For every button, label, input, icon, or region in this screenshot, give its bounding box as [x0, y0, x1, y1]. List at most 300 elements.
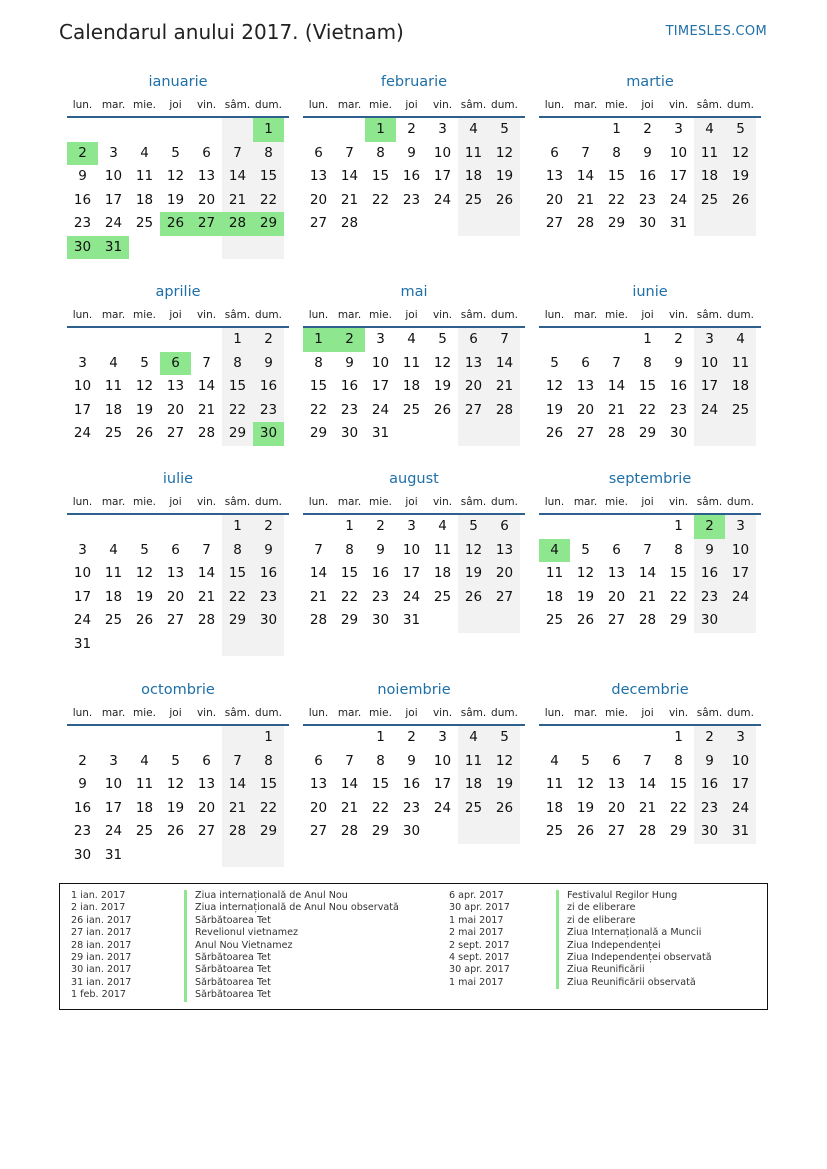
day-cell: 16	[694, 773, 725, 797]
day-cell: 27	[607, 823, 626, 839]
month-name: martie	[626, 74, 674, 90]
holiday-name: Ziua Independenței observată	[556, 952, 712, 964]
month-martie	[539, 70, 761, 236]
day-cell: 20	[197, 191, 216, 208]
day-cell: 11	[135, 168, 154, 184]
day-cell: 4	[550, 752, 559, 769]
day-cell: 21	[607, 401, 626, 418]
day-cell: 12	[489, 750, 520, 774]
empty-cell	[129, 328, 160, 352]
day-cell: 7	[345, 752, 354, 769]
day-cell: 20	[576, 401, 595, 418]
empty-cell	[67, 328, 98, 352]
empty-cell	[222, 844, 253, 868]
day-cell: 2	[407, 729, 416, 745]
day-cell: 23	[694, 797, 725, 821]
day-cell: 9	[345, 354, 354, 371]
day-cell: 12	[545, 378, 564, 394]
day-cell: 19	[166, 191, 185, 208]
day-cell: 23	[253, 399, 284, 423]
weekday-label: sâm.	[460, 496, 487, 508]
day-cell: 28	[638, 612, 657, 628]
day-cell: 19	[135, 401, 154, 418]
weekday-label: mar.	[337, 707, 362, 719]
holiday-name: Sărbătoarea Tet	[184, 915, 399, 927]
day-cell: 24	[694, 399, 725, 423]
empty-cell	[191, 328, 222, 352]
holiday-date: 4 sept. 2017	[449, 951, 510, 963]
weekday-label: joi	[405, 496, 418, 508]
day-cell: 8	[253, 142, 284, 166]
day-cell: 5	[550, 354, 559, 371]
day-cell: 15	[340, 565, 359, 581]
empty-cell	[191, 726, 222, 750]
weekday-label: mie.	[605, 496, 628, 508]
empty-cell	[396, 422, 427, 446]
day-cell: 17	[725, 773, 756, 797]
day-cell: 19	[545, 401, 564, 418]
day-cell: 17	[694, 375, 725, 399]
weekday-label: lun.	[308, 309, 329, 321]
empty-cell	[67, 726, 98, 750]
empty-cell	[253, 236, 284, 260]
day-cell: 9	[674, 354, 683, 371]
day-cell: 14	[340, 168, 359, 184]
weekday-label: mie.	[133, 99, 156, 111]
day-cell: 21	[340, 799, 359, 816]
holiday-name: zi de eliberare	[556, 902, 712, 914]
weekday-label: vin.	[196, 99, 217, 111]
day-cell: 24	[433, 799, 452, 816]
day-cell: 10	[725, 750, 756, 774]
day-cell: 18	[104, 401, 123, 418]
day-cell: 4	[407, 331, 416, 347]
holiday-date: 28 ian. 2017	[71, 939, 132, 951]
day-cell: 12	[458, 539, 489, 563]
day-cell: 18	[135, 191, 154, 208]
day-cell: 6	[314, 752, 323, 769]
day-cell: 25	[104, 425, 123, 441]
day-cell: 6	[202, 144, 211, 161]
holiday-name: Sărbătoarea Tet	[184, 964, 399, 976]
weekday-label: mie.	[369, 309, 392, 321]
empty-cell	[160, 726, 191, 750]
day-cell: 6	[550, 144, 559, 161]
day-cell: 25	[545, 612, 564, 628]
empty-cell	[570, 118, 601, 142]
day-cell: 20	[197, 799, 216, 816]
weekday-label: joi	[405, 707, 418, 719]
day-cell: 29	[638, 425, 657, 441]
empty-cell	[539, 328, 570, 352]
day-cell: 31	[402, 612, 421, 628]
day-cell: 9	[78, 776, 87, 792]
empty-cell	[129, 633, 160, 657]
day-cell: 25	[545, 823, 564, 839]
empty-cell	[222, 118, 253, 142]
weekday-label: mar.	[101, 496, 126, 508]
day-cell: 12	[725, 142, 756, 166]
day-cell: 2	[253, 328, 284, 352]
day-cell: 10	[433, 752, 452, 769]
day-cell: 2	[78, 752, 87, 769]
day-grid	[539, 515, 761, 633]
day-cell: 17	[73, 401, 92, 418]
day-cell: 4	[458, 118, 489, 142]
day-cell: 24	[104, 823, 123, 839]
day-cell: 3	[109, 144, 118, 161]
day-cell: 17	[371, 378, 390, 394]
weekday-label: mar.	[573, 309, 598, 321]
day-cell: 9	[78, 168, 87, 184]
day-cell: 23	[253, 586, 284, 610]
day-cell: 27	[458, 399, 489, 423]
day-cell: 31	[371, 425, 390, 441]
weekday-header	[539, 304, 761, 328]
day-cell: 15	[253, 165, 284, 189]
day-cell: 1	[376, 729, 385, 745]
day-cell: 16	[669, 378, 688, 394]
empty-cell	[191, 515, 222, 539]
holiday-date: 6 apr. 2017	[449, 890, 504, 901]
day-cell: 10	[402, 541, 421, 558]
day-cell: 23	[340, 401, 359, 418]
weekday-header	[303, 94, 525, 118]
day-cell: 15	[222, 562, 253, 586]
day-cell: 5	[171, 144, 180, 161]
empty-cell	[129, 515, 160, 539]
day-cell: 15	[607, 168, 626, 184]
day-cell: 24	[433, 191, 452, 208]
weekday-label: mie.	[605, 707, 628, 719]
day-cell: 25	[725, 399, 756, 423]
day-cell: 31	[669, 215, 688, 231]
weekday-label: vin.	[432, 309, 453, 321]
weekday-label: vin.	[668, 309, 689, 321]
day-cell: 6	[458, 328, 489, 352]
day-cell: 30	[67, 236, 98, 260]
weekday-label: vin.	[432, 707, 453, 719]
day-cell: 1	[222, 328, 253, 352]
day-cell: 29	[371, 823, 390, 839]
day-cell: 30	[253, 609, 284, 633]
day-cell: 27	[576, 425, 595, 441]
day-cell: 10	[694, 352, 725, 376]
weekday-label: dum.	[727, 496, 754, 508]
day-grid	[303, 118, 525, 236]
day-cell: 27	[166, 612, 185, 628]
day-cell: 13	[166, 565, 185, 581]
weekday-label: dum.	[255, 99, 282, 111]
weekday-header	[67, 304, 289, 328]
day-cell: 26	[135, 612, 154, 628]
day-cell: 10	[73, 565, 92, 581]
day-cell: 21	[197, 588, 216, 605]
day-cell: 8	[222, 539, 253, 563]
day-cell: 18	[402, 378, 421, 394]
empty-cell	[98, 118, 129, 142]
day-cell: 12	[433, 354, 452, 371]
empty-cell	[458, 820, 489, 844]
empty-cell	[191, 844, 222, 868]
holiday-date: 26 ian. 2017	[71, 914, 132, 926]
day-cell: 2	[694, 515, 725, 539]
day-cell: 21	[576, 191, 595, 208]
empty-cell	[334, 118, 365, 142]
weekday-label: dum.	[491, 496, 518, 508]
day-cell: 29	[253, 212, 284, 236]
day-cell: 9	[376, 541, 385, 558]
weekday-header	[539, 702, 761, 726]
weekday-label: mar.	[573, 99, 598, 111]
holiday-date: 30 ian. 2017	[71, 964, 132, 976]
empty-cell	[160, 515, 191, 539]
day-cell: 24	[371, 401, 390, 418]
day-cell: 17	[104, 799, 123, 816]
day-cell: 27	[166, 425, 185, 441]
weekday-label: vin.	[432, 99, 453, 111]
day-cell: 11	[725, 352, 756, 376]
holiday-name: Ziua internațională de Anul Nou	[184, 890, 399, 902]
day-cell: 7	[222, 142, 253, 166]
day-cell: 4	[438, 518, 447, 534]
weekday-label: lun.	[72, 309, 93, 321]
day-cell: 16	[73, 191, 92, 208]
holiday-dates-left	[71, 890, 131, 1002]
day-cell: 26	[160, 212, 191, 236]
day-cell: 6	[314, 144, 323, 161]
day-cell: 5	[581, 752, 590, 769]
empty-cell	[632, 515, 663, 539]
weekday-label: lun.	[544, 496, 565, 508]
empty-cell	[458, 422, 489, 446]
empty-cell	[160, 844, 191, 868]
day-cell: 3	[438, 729, 447, 745]
empty-cell	[129, 726, 160, 750]
month-august	[303, 467, 525, 633]
day-grid	[67, 328, 289, 446]
day-cell: 8	[674, 752, 683, 769]
month-name: mai	[400, 284, 428, 300]
day-cell: 20	[166, 588, 185, 605]
day-cell: 23	[402, 191, 421, 208]
holiday-names-left	[184, 890, 399, 1002]
day-cell: 4	[694, 118, 725, 142]
month-octombrie	[67, 678, 289, 867]
day-cell: 6	[612, 752, 621, 769]
empty-cell	[98, 515, 129, 539]
day-cell: 2	[376, 518, 385, 534]
weekday-label: lun.	[308, 496, 329, 508]
day-cell: 6	[160, 352, 191, 376]
day-cell: 23	[371, 588, 390, 605]
empty-cell	[129, 236, 160, 260]
day-cell: 25	[135, 215, 154, 231]
day-cell: 17	[73, 588, 92, 605]
empty-cell	[570, 515, 601, 539]
day-cell: 22	[222, 586, 253, 610]
empty-cell	[570, 328, 601, 352]
weekday-label: vin.	[432, 496, 453, 508]
day-cell: 15	[669, 776, 688, 792]
day-cell: 11	[402, 354, 421, 371]
day-cell: 7	[581, 144, 590, 161]
day-cell: 7	[202, 541, 211, 558]
day-cell: 30	[402, 823, 421, 839]
day-cell: 22	[222, 399, 253, 423]
empty-cell	[694, 212, 725, 236]
day-cell: 3	[438, 121, 447, 137]
day-cell: 24	[73, 425, 92, 441]
day-cell: 18	[104, 588, 123, 605]
day-cell: 28	[309, 612, 328, 628]
day-cell: 17	[725, 562, 756, 586]
weekday-header	[67, 491, 289, 515]
day-cell: 19	[489, 165, 520, 189]
day-cell: 19	[725, 165, 756, 189]
weekday-label: mar.	[101, 707, 126, 719]
weekday-label: joi	[405, 309, 418, 321]
day-cell: 1	[674, 729, 683, 745]
day-cell: 28	[197, 425, 216, 441]
month-name: iunie	[632, 284, 668, 300]
empty-cell	[427, 820, 458, 844]
weekday-header	[67, 702, 289, 726]
holiday-name: Ziua internațională de Anul Nou observată	[184, 902, 399, 914]
day-cell: 28	[340, 823, 359, 839]
day-cell: 13	[309, 776, 328, 792]
weekday-label: mie.	[369, 496, 392, 508]
day-grid	[539, 726, 761, 844]
day-cell: 8	[376, 144, 385, 161]
month-februarie	[303, 70, 525, 236]
day-cell: 20	[309, 799, 328, 816]
weekday-label: sâm.	[696, 496, 723, 508]
day-cell: 3	[725, 515, 756, 539]
month-name: octombrie	[141, 682, 215, 698]
day-cell: 26	[489, 797, 520, 821]
month-iulie	[67, 467, 289, 656]
site-link[interactable]: TIMESLES.COM	[665, 24, 767, 39]
weekday-header	[539, 94, 761, 118]
day-cell: 4	[109, 354, 118, 371]
day-cell: 28	[638, 823, 657, 839]
empty-cell	[160, 236, 191, 260]
weekday-label: lun.	[72, 99, 93, 111]
holiday-list	[59, 883, 768, 1010]
weekday-label: dum.	[491, 99, 518, 111]
month-name: decembrie	[611, 682, 689, 698]
weekday-label: lun.	[308, 99, 329, 111]
empty-cell	[539, 515, 570, 539]
day-cell: 25	[135, 823, 154, 839]
day-cell: 6	[489, 515, 520, 539]
day-cell: 16	[402, 776, 421, 792]
day-cell: 19	[489, 773, 520, 797]
day-cell: 3	[407, 518, 416, 534]
day-cell: 19	[576, 799, 595, 816]
holiday-name: Sărbătoarea Tet	[184, 952, 399, 964]
weekday-label: lun.	[544, 707, 565, 719]
day-cell: 27	[191, 212, 222, 236]
weekday-label: mie.	[369, 707, 392, 719]
day-cell: 26	[458, 586, 489, 610]
holiday-date: 2 ian. 2017	[71, 902, 126, 914]
day-cell: 3	[694, 328, 725, 352]
holiday-date: 1 mai 2017	[449, 914, 504, 926]
weekday-label: dum.	[727, 99, 754, 111]
day-cell: 2	[253, 515, 284, 539]
day-cell: 26	[725, 189, 756, 213]
day-cell: 10	[104, 168, 123, 184]
day-cell: 1	[253, 726, 284, 750]
day-cell: 30	[340, 425, 359, 441]
day-cell: 14	[489, 352, 520, 376]
day-cell: 30	[669, 425, 688, 441]
holiday-name: Sărbătoarea Tet	[184, 977, 399, 989]
month-aprilie	[67, 280, 289, 446]
day-cell: 23	[694, 586, 725, 610]
weekday-label: sâm.	[696, 309, 723, 321]
day-cell: 29	[669, 612, 688, 628]
day-cell: 21	[340, 191, 359, 208]
day-cell: 18	[433, 565, 452, 581]
weekday-label: mie.	[133, 496, 156, 508]
day-cell: 16	[638, 168, 657, 184]
day-cell: 13	[166, 378, 185, 394]
day-cell: 29	[607, 215, 626, 231]
day-cell: 16	[253, 562, 284, 586]
weekday-label: sâm.	[460, 99, 487, 111]
day-cell: 4	[140, 144, 149, 161]
day-cell: 6	[171, 541, 180, 558]
day-cell: 2	[334, 328, 365, 352]
day-cell: 18	[458, 773, 489, 797]
day-cell: 6	[202, 752, 211, 769]
day-cell: 14	[607, 378, 626, 394]
day-cell: 12	[576, 565, 595, 581]
day-cell: 4	[458, 726, 489, 750]
empty-cell	[67, 118, 98, 142]
day-cell: 11	[104, 565, 123, 581]
day-cell: 22	[371, 191, 390, 208]
day-cell: 9	[694, 539, 725, 563]
day-cell: 3	[674, 121, 683, 137]
day-cell: 20	[166, 401, 185, 418]
day-grid	[67, 726, 289, 867]
weekday-label: joi	[641, 707, 654, 719]
empty-cell	[427, 422, 458, 446]
weekday-label: sâm.	[224, 707, 251, 719]
day-cell: 28	[197, 612, 216, 628]
day-cell: 13	[197, 776, 216, 792]
weekday-label: dum.	[255, 309, 282, 321]
day-cell: 9	[407, 144, 416, 161]
day-cell: 21	[489, 375, 520, 399]
day-cell: 21	[638, 799, 657, 816]
day-cell: 8	[345, 541, 354, 558]
day-cell: 18	[458, 165, 489, 189]
day-cell: 29	[222, 609, 253, 633]
day-cell: 4	[539, 539, 570, 563]
day-cell: 22	[253, 189, 284, 213]
holiday-name: Ziua Reunificării observată	[556, 977, 712, 989]
day-cell: 7	[612, 354, 621, 371]
day-cell: 31	[725, 820, 756, 844]
weekday-label: joi	[405, 99, 418, 111]
day-cell: 5	[458, 515, 489, 539]
holiday-date: 2 mai 2017	[449, 927, 504, 939]
